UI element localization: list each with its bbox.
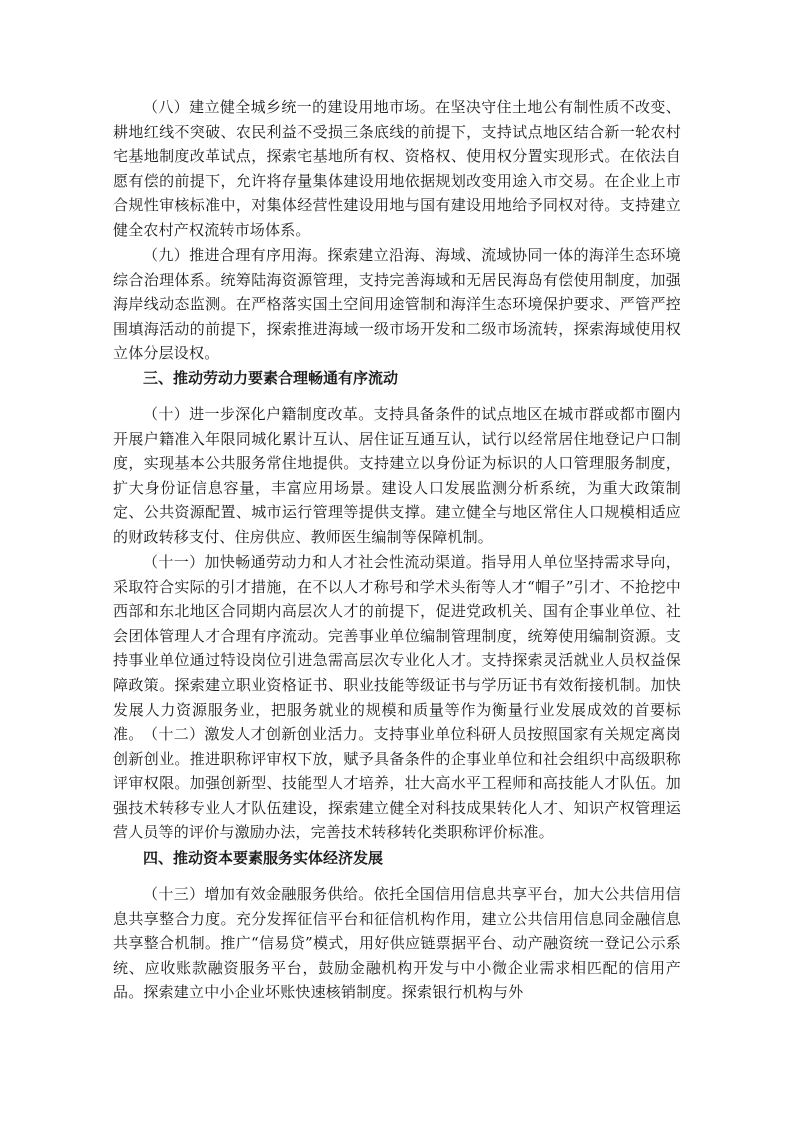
paragraph-talent-mobility: （十一）加快畅通劳动力和人才社会性流动渠道。指导用人单位坚持需求导向，采取符合实际的引才措施，在不以人才称号和学术头衔等人才“帽子”引才、不抢挖中西部和东北地区合同期内高层次人才的前提下，促进党政机关、国有企事业单位、社会团体管理人才合理有序流动。完善事业单位编制管理制度，统筹使用编制资源。支持事业单位通过特设岗位引进急需高层次专业化人才。支持探索灵活就业人员权益保障政策。探索建立职业资格证书、职业技能等级证书与学历证书有效衔接机制。加快发展人力资源服务业，把服务就业的规模和质量等作为衡量行业发展成效的首要标准。 (113, 553, 681, 744)
paragraph-land-market: （八）建立健全城乡统一的建设用地市场。在坚决守住土地公有制性质不改变、耕地红线不突破、农民利益不受损三条底线的前提下，支持试点地区结合新一轮农村宅基地制度改革试点，探索宅基地所有权、资格权、使用权分置实现形式。在依法自愿有偿的前提下，允许将存量集体建设用地依据规划改变用途入市交易。在企业上市合规性审核标准中，对集体经营性建设用地与国有建设用地给予同权对待。支持建立健全农村产权流转市场体系。 (113, 98, 681, 239)
paragraph-talent-innovation: （十二）激发人才创新创业活力。支持事业单位科研人员按照国家有关规定离岗创新创业。推进职称评审权下放，赋予具备条件的企事业单位和社会组织中高级职称评审权限。加强创新型、技能型人才培养，壮大高水平工程师和高技能人才队伍。加强技术转移专业人才队伍建设，探索建立健全对科技成果转化人才、知识产权管理运营人员等的评价与激励办法，完善技术转移转化类职称评价标准。 (113, 725, 681, 842)
paragraph-financial-services: （十三）增加有效金融服务供给。依托全国信用信息共享平台，加大公共信用信息共享整合力度。充分发挥征信平台和征信机构作用，建立公共信用信息同金融信息共享整合机制。推广“信易贷”模式，用好供应链票据平台、动产融资统一登记公示系统、应收账款融资服务平台，鼓励金融机构开发与中小微企业需求相匹配的信用产品。探索建立中小企业坏账快速核销制度。探索银行机构与外 (113, 885, 681, 1002)
paragraph-household-registration: （十）进一步深化户籍制度改革。支持具备条件的试点地区在城市群或都市圈内开展户籍准入年限同城化累计互认、居住证互通互认，试行以经常居住地登记户口制度，实现基本公共服务常住地提供。支持建立以身份证为标识的人口管理服务制度，扩大身份证信息容量，丰富应用场景。建设人口发展监测分析系统，为重大政策制定、公共资源配置、城市运行管理等提供支撑。建立健全与地区常住人口规模相适应的财政转移支付、住房供应、教师医生编制等保障机制。 (113, 405, 681, 546)
paragraph-sea-use: （九）推进合理有序用海。探索建立沿海、海域、流域协同一体的海洋生态环境综合治理体系。统筹陆海资源管理，支持完善海域和无居民海岛有偿使用制度，加强海岸线动态监测。在严格落实国土空间用途管制和海洋生态环境保护要求、严管严控围填海活动的前提下，探索推进海域一级市场开发和二级市场流转，探索海域使用权立体分层设权。 (113, 246, 681, 363)
section-heading-capital: 四、推动资本要素服务实体经济发展 (143, 849, 384, 867)
section-heading-labor: 三、推动劳动力要素合理畅通有序流动 (143, 369, 399, 387)
